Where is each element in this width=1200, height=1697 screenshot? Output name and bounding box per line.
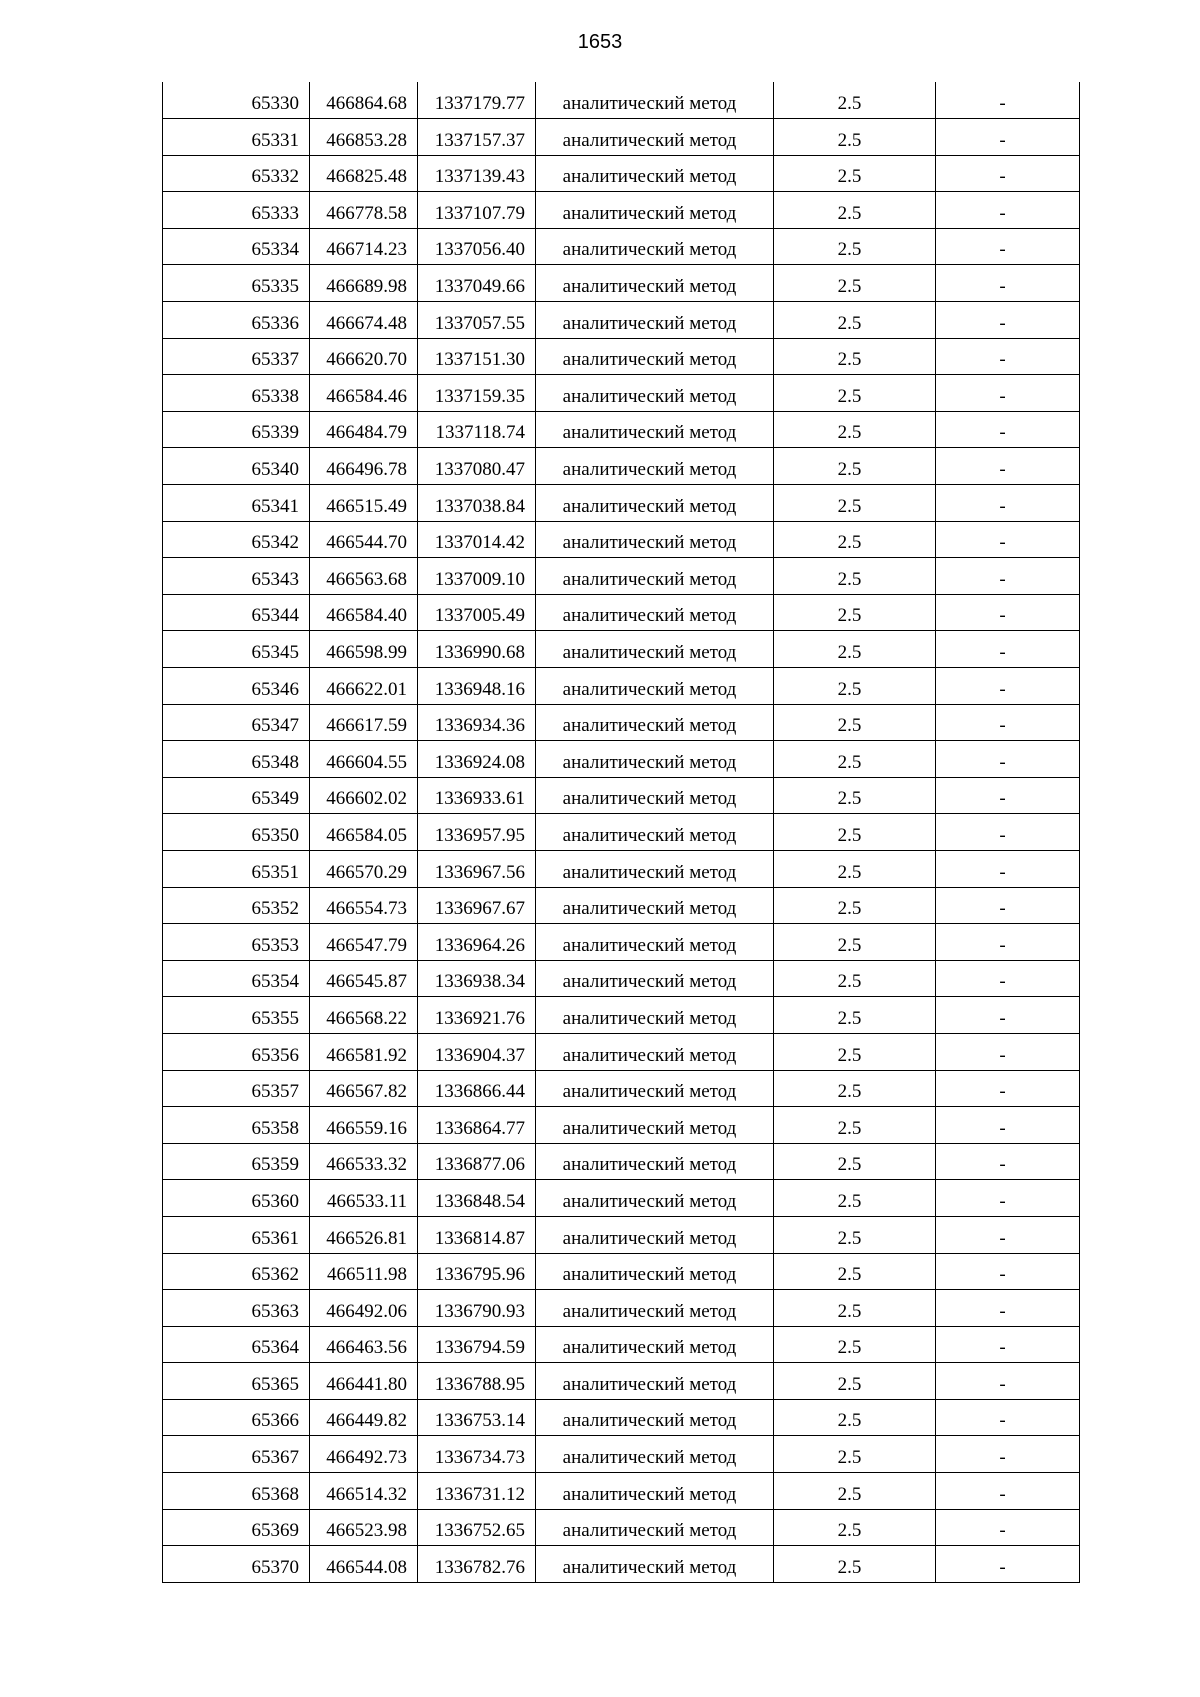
y-coordinate-cell: 1336782.76 — [418, 1546, 536, 1583]
x-coordinate-cell: 466563.68 — [310, 558, 418, 595]
method-cell: аналитический метод — [536, 192, 774, 229]
note-cell: - — [936, 1070, 1080, 1107]
method-cell: аналитический метод — [536, 155, 774, 192]
point-number-cell: 65335 — [163, 265, 310, 302]
y-coordinate-cell: 1336753.14 — [418, 1399, 536, 1436]
y-coordinate-cell: 1336877.06 — [418, 1143, 536, 1180]
accuracy-cell: 2.5 — [774, 1216, 936, 1253]
table-row — [163, 1546, 1080, 1583]
accuracy-cell: 2.5 — [774, 228, 936, 265]
table-row — [163, 192, 1080, 229]
note-cell: - — [936, 155, 1080, 192]
note-cell: - — [936, 558, 1080, 595]
note-cell: - — [936, 1363, 1080, 1400]
x-coordinate-cell: 466554.73 — [310, 887, 418, 924]
note-cell: - — [936, 265, 1080, 302]
coordinates-table — [162, 82, 1080, 1583]
method-cell: аналитический метод — [536, 558, 774, 595]
accuracy-cell: 2.5 — [774, 594, 936, 631]
point-number-cell: 65339 — [163, 411, 310, 448]
x-coordinate-cell: 466526.81 — [310, 1216, 418, 1253]
point-number-cell: 65363 — [163, 1290, 310, 1327]
table-row — [163, 1216, 1080, 1253]
point-number-cell: 65351 — [163, 850, 310, 887]
table-row — [163, 887, 1080, 924]
table-row — [163, 1253, 1080, 1290]
x-coordinate-cell: 466544.70 — [310, 521, 418, 558]
point-number-cell: 65345 — [163, 631, 310, 668]
y-coordinate-cell: 1337038.84 — [418, 485, 536, 522]
x-coordinate-cell: 466584.46 — [310, 375, 418, 412]
y-coordinate-cell: 1336921.76 — [418, 997, 536, 1034]
note-cell: - — [936, 228, 1080, 265]
accuracy-cell: 2.5 — [774, 411, 936, 448]
note-cell: - — [936, 119, 1080, 156]
table-row — [163, 1326, 1080, 1363]
note-cell: - — [936, 1399, 1080, 1436]
x-coordinate-cell: 466484.79 — [310, 411, 418, 448]
point-number-cell: 65369 — [163, 1509, 310, 1546]
point-number-cell: 65337 — [163, 338, 310, 375]
note-cell: - — [936, 1326, 1080, 1363]
accuracy-cell: 2.5 — [774, 814, 936, 851]
y-coordinate-cell: 1336967.56 — [418, 850, 536, 887]
y-coordinate-cell: 1336790.93 — [418, 1290, 536, 1327]
note-cell: - — [936, 631, 1080, 668]
point-number-cell: 65347 — [163, 704, 310, 741]
note-cell: - — [936, 375, 1080, 412]
table-row — [163, 119, 1080, 156]
method-cell: аналитический метод — [536, 631, 774, 668]
method-cell: аналитический метод — [536, 997, 774, 1034]
point-number-cell: 65348 — [163, 741, 310, 778]
table-row — [163, 558, 1080, 595]
x-coordinate-cell: 466559.16 — [310, 1107, 418, 1144]
table-row — [163, 1436, 1080, 1473]
method-cell: аналитический метод — [536, 777, 774, 814]
method-cell: аналитический метод — [536, 1473, 774, 1510]
accuracy-cell: 2.5 — [774, 1070, 936, 1107]
method-cell: аналитический метод — [536, 887, 774, 924]
method-cell: аналитический метод — [536, 960, 774, 997]
y-coordinate-cell: 1336957.95 — [418, 814, 536, 851]
x-coordinate-cell: 466584.05 — [310, 814, 418, 851]
table-row — [163, 1107, 1080, 1144]
x-coordinate-cell: 466567.82 — [310, 1070, 418, 1107]
x-coordinate-cell: 466492.73 — [310, 1436, 418, 1473]
y-coordinate-cell: 1336990.68 — [418, 631, 536, 668]
note-cell: - — [936, 850, 1080, 887]
method-cell: аналитический метод — [536, 1436, 774, 1473]
page-number: 1653 — [577, 31, 623, 53]
note-cell: - — [936, 1436, 1080, 1473]
table-row — [163, 631, 1080, 668]
y-coordinate-cell: 1336866.44 — [418, 1070, 536, 1107]
x-coordinate-cell: 466602.02 — [310, 777, 418, 814]
table-row — [163, 155, 1080, 192]
x-coordinate-cell: 466570.29 — [310, 850, 418, 887]
point-number-cell: 65362 — [163, 1253, 310, 1290]
method-cell: аналитический метод — [536, 1363, 774, 1400]
note-cell: - — [936, 338, 1080, 375]
x-coordinate-cell: 466617.59 — [310, 704, 418, 741]
y-coordinate-cell: 1336795.96 — [418, 1253, 536, 1290]
note-cell: - — [936, 1509, 1080, 1546]
note-cell: - — [936, 1290, 1080, 1327]
y-coordinate-cell: 1337151.30 — [418, 338, 536, 375]
y-coordinate-cell: 1337179.77 — [418, 82, 536, 119]
accuracy-cell: 2.5 — [774, 338, 936, 375]
x-coordinate-cell: 466515.49 — [310, 485, 418, 522]
y-coordinate-cell: 1336904.37 — [418, 1033, 536, 1070]
point-number-cell: 65330 — [163, 82, 310, 119]
point-number-cell: 65343 — [163, 558, 310, 595]
x-coordinate-cell: 466714.23 — [310, 228, 418, 265]
table-row — [163, 960, 1080, 997]
accuracy-cell: 2.5 — [774, 631, 936, 668]
method-cell: аналитический метод — [536, 1180, 774, 1217]
method-cell: аналитический метод — [536, 338, 774, 375]
x-coordinate-cell: 466449.82 — [310, 1399, 418, 1436]
table-row — [163, 1180, 1080, 1217]
point-number-cell: 65350 — [163, 814, 310, 851]
accuracy-cell: 2.5 — [774, 192, 936, 229]
y-coordinate-cell: 1336848.54 — [418, 1180, 536, 1217]
method-cell: аналитический метод — [536, 448, 774, 485]
accuracy-cell: 2.5 — [774, 265, 936, 302]
method-cell: аналитический метод — [536, 704, 774, 741]
table-row — [163, 997, 1080, 1034]
accuracy-cell: 2.5 — [774, 1326, 936, 1363]
x-coordinate-cell: 466523.98 — [310, 1509, 418, 1546]
x-coordinate-cell: 466598.99 — [310, 631, 418, 668]
accuracy-cell: 2.5 — [774, 1143, 936, 1180]
table-row — [163, 1143, 1080, 1180]
y-coordinate-cell: 1336933.61 — [418, 777, 536, 814]
x-coordinate-cell: 466674.48 — [310, 302, 418, 339]
x-coordinate-cell: 466620.70 — [310, 338, 418, 375]
accuracy-cell: 2.5 — [774, 1473, 936, 1510]
note-cell: - — [936, 82, 1080, 119]
note-cell: - — [936, 448, 1080, 485]
note-cell: - — [936, 485, 1080, 522]
y-coordinate-cell: 1337005.49 — [418, 594, 536, 631]
point-number-cell: 65361 — [163, 1216, 310, 1253]
point-number-cell: 65338 — [163, 375, 310, 412]
point-number-cell: 65340 — [163, 448, 310, 485]
y-coordinate-cell: 1336967.67 — [418, 887, 536, 924]
method-cell: аналитический метод — [536, 1546, 774, 1583]
table-row — [163, 485, 1080, 522]
y-coordinate-cell: 1336814.87 — [418, 1216, 536, 1253]
table-row — [163, 814, 1080, 851]
method-cell: аналитический метод — [536, 850, 774, 887]
point-number-cell: 65344 — [163, 594, 310, 631]
accuracy-cell: 2.5 — [774, 302, 936, 339]
method-cell: аналитический метод — [536, 1326, 774, 1363]
note-cell: - — [936, 1033, 1080, 1070]
accuracy-cell: 2.5 — [774, 119, 936, 156]
x-coordinate-cell: 466544.08 — [310, 1546, 418, 1583]
x-coordinate-cell: 466584.40 — [310, 594, 418, 631]
point-number-cell: 65370 — [163, 1546, 310, 1583]
point-number-cell: 65368 — [163, 1473, 310, 1510]
table-row — [163, 1399, 1080, 1436]
point-number-cell: 65352 — [163, 887, 310, 924]
note-cell: - — [936, 997, 1080, 1034]
y-coordinate-cell: 1337118.74 — [418, 411, 536, 448]
table-row — [163, 850, 1080, 887]
method-cell: аналитический метод — [536, 302, 774, 339]
note-cell: - — [936, 1473, 1080, 1510]
accuracy-cell: 2.5 — [774, 924, 936, 961]
x-coordinate-cell: 466622.01 — [310, 668, 418, 705]
method-cell: аналитический метод — [536, 1143, 774, 1180]
y-coordinate-cell: 1336864.77 — [418, 1107, 536, 1144]
table-row — [163, 1290, 1080, 1327]
note-cell: - — [936, 1546, 1080, 1583]
point-number-cell: 65331 — [163, 119, 310, 156]
method-cell: аналитический метод — [536, 1290, 774, 1327]
x-coordinate-cell: 466545.87 — [310, 960, 418, 997]
point-number-cell: 65367 — [163, 1436, 310, 1473]
accuracy-cell: 2.5 — [774, 1033, 936, 1070]
y-coordinate-cell: 1337080.47 — [418, 448, 536, 485]
method-cell: аналитический метод — [536, 521, 774, 558]
point-number-cell: 65336 — [163, 302, 310, 339]
coordinates-table-body — [163, 82, 1080, 1582]
y-coordinate-cell: 1337157.37 — [418, 119, 536, 156]
note-cell: - — [936, 887, 1080, 924]
note-cell: - — [936, 741, 1080, 778]
accuracy-cell: 2.5 — [774, 1509, 936, 1546]
point-number-cell: 65334 — [163, 228, 310, 265]
x-coordinate-cell: 466533.32 — [310, 1143, 418, 1180]
accuracy-cell: 2.5 — [774, 1399, 936, 1436]
method-cell: аналитический метод — [536, 265, 774, 302]
note-cell: - — [936, 1253, 1080, 1290]
table-row — [163, 82, 1080, 119]
note-cell: - — [936, 594, 1080, 631]
point-number-cell: 65341 — [163, 485, 310, 522]
method-cell: аналитический метод — [536, 594, 774, 631]
y-coordinate-cell: 1337107.79 — [418, 192, 536, 229]
point-number-cell: 65355 — [163, 997, 310, 1034]
y-coordinate-cell: 1336794.59 — [418, 1326, 536, 1363]
note-cell: - — [936, 411, 1080, 448]
point-number-cell: 65366 — [163, 1399, 310, 1436]
method-cell: аналитический метод — [536, 228, 774, 265]
table-row — [163, 338, 1080, 375]
method-cell: аналитический метод — [536, 1070, 774, 1107]
accuracy-cell: 2.5 — [774, 997, 936, 1034]
note-cell: - — [936, 192, 1080, 229]
accuracy-cell: 2.5 — [774, 960, 936, 997]
table-row — [163, 741, 1080, 778]
x-coordinate-cell: 466441.80 — [310, 1363, 418, 1400]
x-coordinate-cell: 466853.28 — [310, 119, 418, 156]
note-cell: - — [936, 1107, 1080, 1144]
accuracy-cell: 2.5 — [774, 1546, 936, 1583]
table-row — [163, 302, 1080, 339]
table-row — [163, 1033, 1080, 1070]
accuracy-cell: 2.5 — [774, 82, 936, 119]
accuracy-cell: 2.5 — [774, 1436, 936, 1473]
y-coordinate-cell: 1337056.40 — [418, 228, 536, 265]
x-coordinate-cell: 466825.48 — [310, 155, 418, 192]
point-number-cell: 65360 — [163, 1180, 310, 1217]
accuracy-cell: 2.5 — [774, 155, 936, 192]
y-coordinate-cell: 1336924.08 — [418, 741, 536, 778]
method-cell: аналитический метод — [536, 924, 774, 961]
table-row — [163, 1473, 1080, 1510]
point-number-cell: 65333 — [163, 192, 310, 229]
point-number-cell: 65365 — [163, 1363, 310, 1400]
method-cell: аналитический метод — [536, 119, 774, 156]
point-number-cell: 65349 — [163, 777, 310, 814]
point-number-cell: 65364 — [163, 1326, 310, 1363]
y-coordinate-cell: 1337057.55 — [418, 302, 536, 339]
y-coordinate-cell: 1336731.12 — [418, 1473, 536, 1510]
table-row — [163, 1070, 1080, 1107]
note-cell: - — [936, 1180, 1080, 1217]
point-number-cell: 65353 — [163, 924, 310, 961]
accuracy-cell: 2.5 — [774, 1253, 936, 1290]
accuracy-cell: 2.5 — [774, 1107, 936, 1144]
accuracy-cell: 2.5 — [774, 777, 936, 814]
point-number-cell: 65354 — [163, 960, 310, 997]
accuracy-cell: 2.5 — [774, 850, 936, 887]
y-coordinate-cell: 1336934.36 — [418, 704, 536, 741]
method-cell: аналитический метод — [536, 1509, 774, 1546]
point-number-cell: 65346 — [163, 668, 310, 705]
method-cell: аналитический метод — [536, 1033, 774, 1070]
accuracy-cell: 2.5 — [774, 375, 936, 412]
method-cell: аналитический метод — [536, 814, 774, 851]
note-cell: - — [936, 814, 1080, 851]
method-cell: аналитический метод — [536, 1253, 774, 1290]
table-row — [163, 265, 1080, 302]
accuracy-cell: 2.5 — [774, 558, 936, 595]
note-cell: - — [936, 1216, 1080, 1253]
accuracy-cell: 2.5 — [774, 485, 936, 522]
method-cell: аналитический метод — [536, 485, 774, 522]
x-coordinate-cell: 466864.68 — [310, 82, 418, 119]
table-row — [163, 1363, 1080, 1400]
y-coordinate-cell: 1336788.95 — [418, 1363, 536, 1400]
y-coordinate-cell: 1336938.34 — [418, 960, 536, 997]
y-coordinate-cell: 1336948.16 — [418, 668, 536, 705]
y-coordinate-cell: 1336752.65 — [418, 1509, 536, 1546]
point-number-cell: 65359 — [163, 1143, 310, 1180]
method-cell: аналитический метод — [536, 82, 774, 119]
method-cell: аналитический метод — [536, 1399, 774, 1436]
point-number-cell: 65356 — [163, 1033, 310, 1070]
method-cell: аналитический метод — [536, 1216, 774, 1253]
note-cell: - — [936, 521, 1080, 558]
method-cell: аналитический метод — [536, 375, 774, 412]
point-number-cell: 65332 — [163, 155, 310, 192]
x-coordinate-cell: 466511.98 — [310, 1253, 418, 1290]
method-cell: аналитический метод — [536, 668, 774, 705]
note-cell: - — [936, 777, 1080, 814]
y-coordinate-cell: 1337049.66 — [418, 265, 536, 302]
table-row — [163, 594, 1080, 631]
note-cell: - — [936, 302, 1080, 339]
y-coordinate-cell: 1337159.35 — [418, 375, 536, 412]
accuracy-cell: 2.5 — [774, 668, 936, 705]
x-coordinate-cell: 466778.58 — [310, 192, 418, 229]
accuracy-cell: 2.5 — [774, 741, 936, 778]
note-cell: - — [936, 704, 1080, 741]
x-coordinate-cell: 466547.79 — [310, 924, 418, 961]
table-row — [163, 448, 1080, 485]
accuracy-cell: 2.5 — [774, 1180, 936, 1217]
y-coordinate-cell: 1336964.26 — [418, 924, 536, 961]
x-coordinate-cell: 466514.32 — [310, 1473, 418, 1510]
table-row — [163, 375, 1080, 412]
y-coordinate-cell: 1337139.43 — [418, 155, 536, 192]
method-cell: аналитический метод — [536, 1107, 774, 1144]
table-row — [163, 521, 1080, 558]
x-coordinate-cell: 466581.92 — [310, 1033, 418, 1070]
note-cell: - — [936, 960, 1080, 997]
method-cell: аналитический метод — [536, 741, 774, 778]
accuracy-cell: 2.5 — [774, 521, 936, 558]
accuracy-cell: 2.5 — [774, 887, 936, 924]
y-coordinate-cell: 1337009.10 — [418, 558, 536, 595]
table-row — [163, 1509, 1080, 1546]
x-coordinate-cell: 466496.78 — [310, 448, 418, 485]
x-coordinate-cell: 466463.56 — [310, 1326, 418, 1363]
y-coordinate-cell: 1336734.73 — [418, 1436, 536, 1473]
table-row — [163, 924, 1080, 961]
x-coordinate-cell: 466604.55 — [310, 741, 418, 778]
x-coordinate-cell: 466492.06 — [310, 1290, 418, 1327]
method-cell: аналитический метод — [536, 411, 774, 448]
table-row — [163, 704, 1080, 741]
accuracy-cell: 2.5 — [774, 1290, 936, 1327]
table-row — [163, 228, 1080, 265]
note-cell: - — [936, 924, 1080, 961]
y-coordinate-cell: 1337014.42 — [418, 521, 536, 558]
point-number-cell: 65357 — [163, 1070, 310, 1107]
note-cell: - — [936, 668, 1080, 705]
table-row — [163, 411, 1080, 448]
accuracy-cell: 2.5 — [774, 448, 936, 485]
accuracy-cell: 2.5 — [774, 1363, 936, 1400]
accuracy-cell: 2.5 — [774, 704, 936, 741]
note-cell: - — [936, 1143, 1080, 1180]
table-row — [163, 668, 1080, 705]
x-coordinate-cell: 466533.11 — [310, 1180, 418, 1217]
table-row — [163, 777, 1080, 814]
x-coordinate-cell: 466689.98 — [310, 265, 418, 302]
point-number-cell: 65342 — [163, 521, 310, 558]
point-number-cell: 65358 — [163, 1107, 310, 1144]
x-coordinate-cell: 466568.22 — [310, 997, 418, 1034]
